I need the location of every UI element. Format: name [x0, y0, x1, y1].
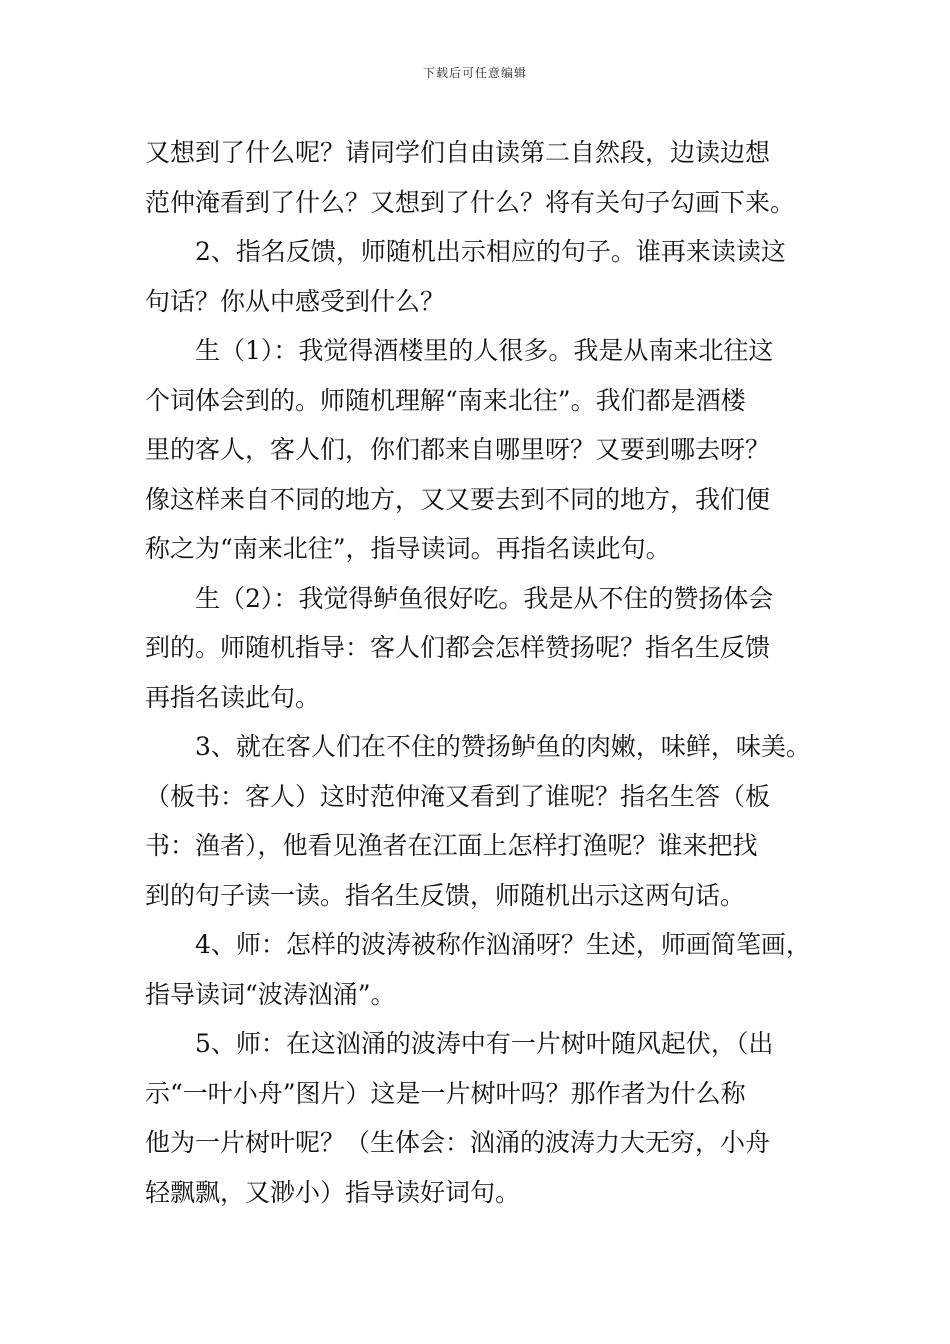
- text-line: 示“一叶小舟”图片）这是一片树叶吗？那作者为什么称: [145, 1078, 746, 1108]
- text-line: 像这样来自不同的地方，又又要去到不同的地方，我们便: [145, 484, 771, 514]
- text-line: 到的句子读一读。指名生反馈，师随机出示这两句话。: [145, 880, 746, 910]
- page-header: 下载后可任意编辑: [422, 66, 527, 80]
- text-line: 2、指名反馈，师随机出示相应的句子。谁再来读读这: [195, 237, 786, 266]
- text-line: 到的。师随机指导：客人们都会怎样赞扬呢？指名生反馈: [145, 633, 771, 662]
- paragraph-6: [145, 920, 825, 1019]
- paragraph-3: [145, 326, 825, 574]
- text-line: 再指名读此句。: [145, 682, 321, 712]
- text-line: 生（1）：我觉得酒楼里的人很多。我是从南来北往这: [195, 336, 774, 365]
- paragraph-7: [145, 1019, 825, 1217]
- text-line: 里的客人，客人们，你们都来自哪里呀？又要到哪去呀？: [145, 435, 771, 464]
- text-line: 书：渔者），他看见渔者在江面上怎样打渔呢？谁来把找: [145, 831, 758, 860]
- paragraph-5: [145, 722, 825, 920]
- text-line: 范仲淹看到了什么？又想到了什么？将有关句子勾画下来。: [145, 187, 796, 217]
- paragraph-4: [145, 574, 825, 723]
- text-line: （板书：客人）这时范仲淹又看到了谁呢？指名生答（板: [145, 781, 771, 811]
- text-line: 个词体会到的。师随机理解“南来北往”。我们都是酒楼: [145, 385, 746, 415]
- text-line: 轻飘飘，又渺小）指导读好词句。: [145, 1177, 521, 1207]
- paragraph-1: [145, 128, 825, 227]
- text-line: 他为一片树叶呢？（生体会：汹涌的波涛力大无穷，小舟: [145, 1128, 771, 1157]
- text-line: 3、就在客人们在不住的赞扬鲈鱼的肉嫩，味鲜，味美。: [195, 732, 811, 761]
- text-line: 指导读词“波涛汹涌”。: [145, 979, 396, 1009]
- text-line: 4、师：怎样的波涛被称作汹涌呀？生述，师画简笔画，: [195, 930, 811, 959]
- paragraph-2: [145, 227, 825, 326]
- text-line: 称之为“南来北往”，指导读词。再指名读此句。: [145, 534, 671, 563]
- text-line: 5、师：在这汹涌的波涛中有一片树叶随风起伏，（出: [195, 1029, 774, 1058]
- text-line: 生（2）：我觉得鲈鱼很好吃。我是从不住的赞扬体会: [195, 583, 774, 613]
- text-line: 又想到了什么呢？请同学们自由读第二自然段，边读边想: [145, 138, 771, 167]
- text-line: 句话？你从中感受到什么？: [145, 286, 446, 316]
- document-body: [145, 128, 825, 1217]
